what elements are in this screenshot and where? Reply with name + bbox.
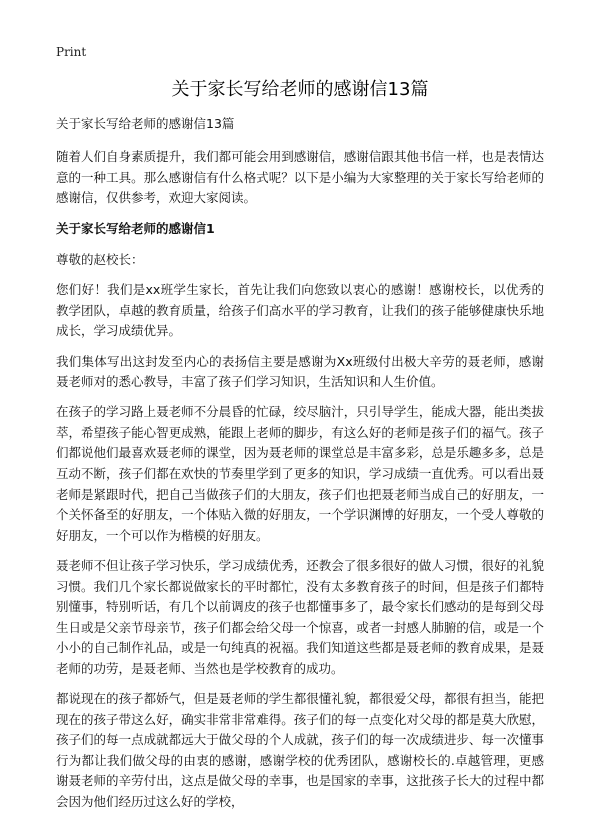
salutation: 尊敬的赵校长： [56,252,144,268]
intro-paragraph: 随着人们自身素质提升，我们都可能会用到感谢信，感谢信跟其他书信一样，也是表情达意的一种工具。那么感谢信有什么格式呢？以下是小编为大家整理的关于家长写给老师的感谢信，仅供参考，欢迎大家阅读。 [56,149,544,206]
section-heading: 关于家长写给老师的感谢信1 [56,221,215,237]
page-title: 关于家长写给老师的感谢信13篇 [171,79,429,100]
print-link[interactable]: Print [56,45,87,59]
body-paragraph: 在孩子的学习路上聂老师不分晨昏的忙碌，绞尽脑汁，只引导学生，能成大器，能出类拔萃，希望孩子能心智更成熟，能跟上老师的脚步，有这么好的老师是孩子们的福气。孩子们都说他们最喜欢聂老师的课堂，因为聂老师的课堂总是丰富多彩，总是乐趣多多，总是互动不断，孩子们都在欢快的节奏里学到了更多的知识，学习成绩一直优秀。可以看出聂老师是紧跟时代，把自己当做孩子们的大朋友，孩子们也把聂老师当成自己的好朋友，一个关怀备至的好朋友，一个体贴入微的好朋友，一个学识渊博的好朋友，一个受人尊敬的好朋友，一个可以作为楷模的好朋友。 [56,404,544,543]
body-paragraph: 您们好！我们是xx班学生家长，首先让我们向您致以衷心的感谢！感谢校长，以优秀的教学团队，卓越的教育质量，给孩子们高水平的学习教育，让我们的孩子能够健康快乐地成长，学习成绩优异。 [56,282,544,339]
body-paragraph: 都说现在的孩子都娇气，但是聂老师的学生都很懂礼貌，都很爱父母，都很有担当，能把现在的孩子带这么好，确实非常非常难得。孩子们的每一点变化对父母的都是莫大欣慰，孩子们的每一点成就都远大于做父母的个人成就，孩子们的每一次成绩进步、每一次懂事行为都让我们做父母的由衷的感谢，感谢学校的优秀团队，感谢校长的.卓越管理，更感谢聂老师的辛劳付出，这点是做父母的幸事，也是国家的幸事，这批孩子长大的过程中都会因为他们经历过这么好的学校， [56,690,544,809]
body-paragraph: 我们集体写出这封发至内心的表扬信主要是感谢为Xx班级付出极大辛劳的聂老师，感谢聂老师对的悉心教导，丰富了孩子们学习知识，生活知识和人生价值。 [56,353,544,390]
document-subtitle: 关于家长写给老师的感谢信13篇 [56,116,235,131]
body-paragraph: 聂老师不但让孩子学习快乐，学习成绩优秀，还教会了很多很好的做人习惯，很好的礼貌习惯。我们几个家长都说做家长的平时都忙，没有太多教育孩子的时间，但是孩子们都特别懂事，特别听话，有几个以前调皮的孩子也都懂事多了，最令家长们感动的是每到父母生日或是父亲节母亲节，孩子们都会给父母一个惊喜，或者一封感人肺腑的信，或是一个小小的自己制作礼品，或是一句纯真的祝福。我们知道这些都是聂老师的教育成果，是聂老师的功劳，是聂老师、当然也是学校教育的成功。 [56,557,544,676]
